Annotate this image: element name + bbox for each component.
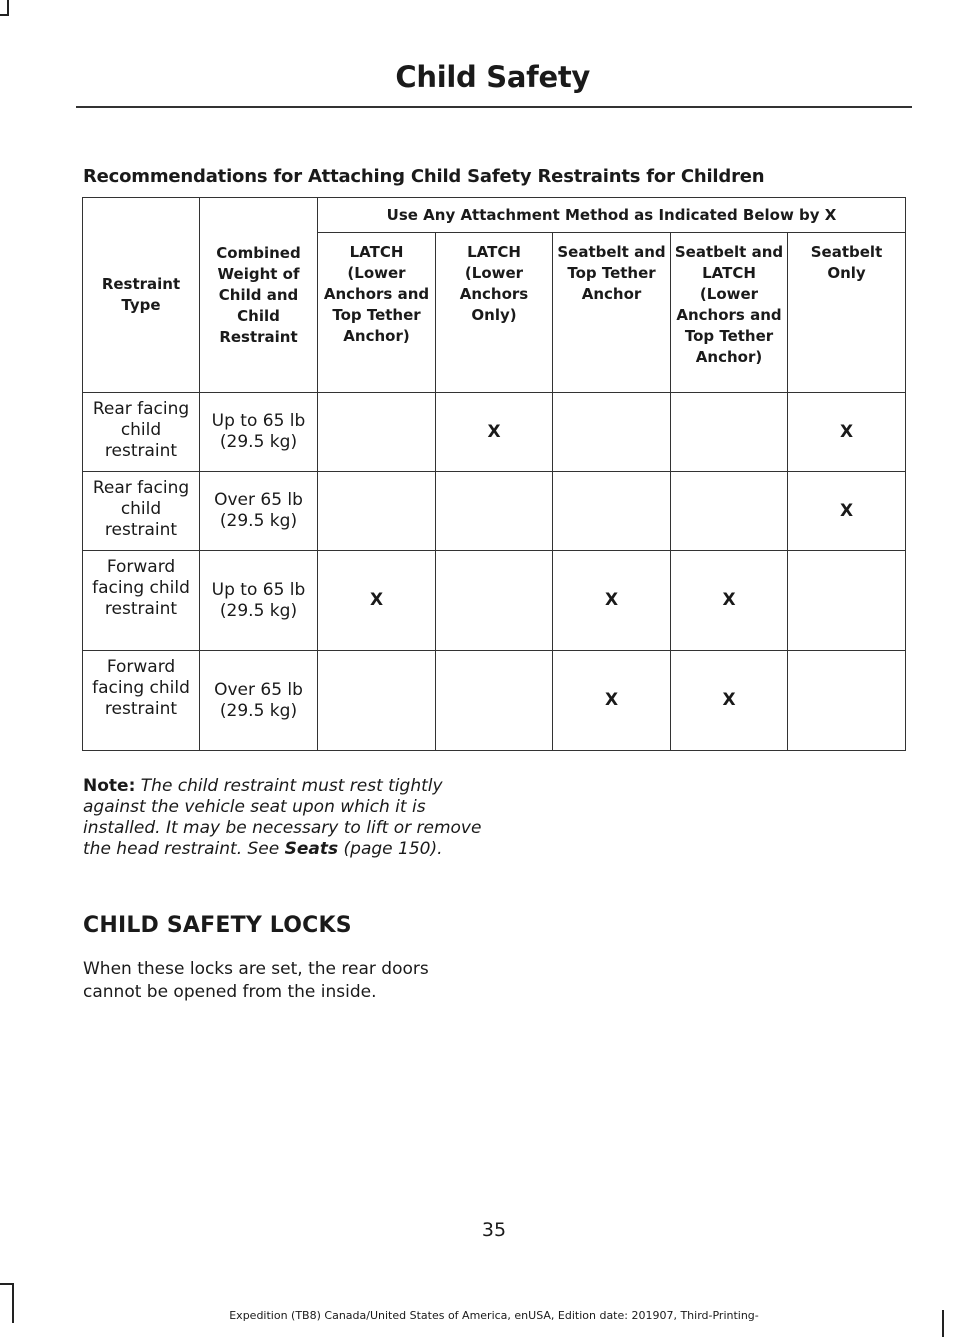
row-mark — [788, 651, 906, 751]
row-mark: X — [788, 472, 906, 551]
note-label: Note: — [83, 776, 136, 796]
row-weight: Over 65 lb (29.5 kg) — [200, 651, 318, 751]
row-mark — [788, 551, 906, 651]
row-mark: X — [553, 651, 671, 751]
note-paragraph — [83, 776, 483, 860]
row-mark — [318, 393, 436, 472]
header-combined-weight: Combined Weight of Child and Child Restraint — [200, 198, 318, 393]
crop-mark-top-left — [7, 0, 9, 14]
header-method-seatbelt-only: Seatbelt Only — [788, 233, 906, 393]
note-text: The child restraint must rest tightly against the vehicle seat upon which it is installed. It may be necessary to lift or remove the head restraint. See — [83, 776, 482, 859]
header-method-seatbelt-latch: Seatbelt and LATCH (Lower Anchors and Top Tether Anchor) — [671, 233, 788, 393]
seats-reference-link[interactable]: Seats — [284, 839, 339, 859]
note-page-ref: (page 150). — [343, 839, 443, 859]
row-restraint-type: Rear facing child restraint — [83, 393, 200, 472]
row-mark — [318, 472, 436, 551]
page-footer: Expedition (TB8) Canada/United States of America, enUSA, Edition date: 201907, Third-Printing- — [229, 1309, 759, 1322]
row-mark — [553, 472, 671, 551]
child-safety-locks-text: When these locks are set, the rear doors cannot be opened from the inside. — [83, 959, 429, 1002]
header-restraint-type: Restraint Type — [83, 198, 200, 393]
row-restraint-type: Forward facing child restraint — [83, 551, 200, 651]
crop-mark-top-left-h — [0, 14, 9, 16]
row-mark: X — [671, 551, 788, 651]
row-mark — [436, 551, 553, 651]
row-mark — [553, 393, 671, 472]
section-heading: Recommendations for Attaching Child Safety Restraints for Children — [83, 166, 765, 187]
header-method-latch-tether: LATCH (Lower Anchors and Top Tether Anchor) — [318, 233, 436, 393]
row-weight: Up to 65 lb (29.5 kg) — [200, 393, 318, 472]
row-restraint-type: Forward facing child restraint — [83, 651, 200, 751]
header-method-seatbelt-tether: Seatbelt and Top Tether Anchor — [553, 233, 671, 393]
restraint-recommendation-table — [82, 197, 906, 751]
row-weight: Over 65 lb (29.5 kg) — [200, 472, 318, 551]
page-title: Child Safety — [395, 60, 590, 94]
table-row — [83, 472, 906, 551]
table-row — [83, 393, 906, 472]
row-mark: X — [553, 551, 671, 651]
table-row — [83, 551, 906, 651]
row-mark — [436, 651, 553, 751]
row-mark: X — [318, 551, 436, 651]
row-weight: Up to 65 lb (29.5 kg) — [200, 551, 318, 651]
header-attachment-methods: Use Any Attachment Method as Indicated Below by X — [318, 198, 906, 233]
row-mark: X — [788, 393, 906, 472]
table-row — [83, 651, 906, 751]
row-restraint-type: Rear facing child restraint — [83, 472, 200, 551]
row-mark — [436, 472, 553, 551]
row-mark — [671, 472, 788, 551]
page-number: 35 — [481, 1219, 507, 1241]
child-safety-locks-heading: CHILD SAFETY LOCKS — [83, 913, 352, 938]
row-mark: X — [436, 393, 553, 472]
header-divider — [76, 106, 912, 108]
row-mark — [671, 393, 788, 472]
row-mark — [318, 651, 436, 751]
row-mark: X — [671, 651, 788, 751]
header-method-latch-lower: LATCH (Lower Anchors Only) — [436, 233, 553, 393]
